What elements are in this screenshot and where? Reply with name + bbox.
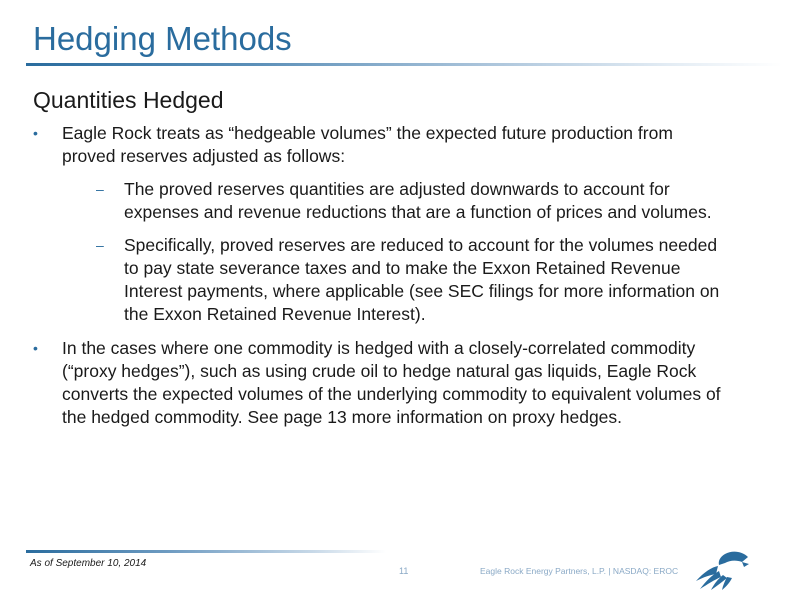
- dash-icon: –: [96, 237, 104, 253]
- dash-icon: –: [96, 181, 104, 197]
- footer-divider: [26, 550, 386, 553]
- eagle-logo-icon: [692, 547, 752, 591]
- bullet-item: [33, 337, 723, 429]
- bullet-icon: •: [33, 340, 38, 356]
- slide-body: [33, 122, 723, 439]
- title-divider: [26, 63, 782, 66]
- page-title: Hedging Methods: [33, 20, 292, 57]
- sub-bullet-item: [62, 234, 723, 326]
- bullet-item: [33, 122, 723, 326]
- as-of-date: As of September 10, 2014: [30, 558, 147, 569]
- bullet-text: Eagle Rock treats as “hedgeable volumes” the expected future production from proved reserves adjusted as follows:: [62, 123, 673, 166]
- company-name: Eagle Rock Energy Partners, L.P. | NASDAQ: EROC: [480, 566, 679, 576]
- sub-bullet-item: [62, 178, 723, 224]
- bullet-text: In the cases where one commodity is hedged with a closely-correlated commodity (“proxy hedges”), such as using crude oil to hedge natural gas liquids, Eagle Rock converts the expected volumes of the underlying commodity to equivalent volumes of the hedged commodity. See page 13 more information on proxy hedges.: [62, 338, 721, 427]
- sub-bullet-text: Specifically, proved reserves are reduced to account for the volumes needed to pay state severance taxes and to make the Exxon Retained Revenue Interest payments, where applicable (see SEC filings for more information on the Exxon Retained Revenue Interest).: [124, 235, 720, 324]
- bullet-icon: •: [33, 125, 38, 141]
- sub-bullet-text: The proved reserves quantities are adjusted downwards to account for expenses and revenue reductions that are a function of prices and volumes.: [124, 179, 712, 222]
- section-subtitle: Quantities Hedged: [33, 87, 224, 113]
- page-number: 11: [399, 566, 409, 576]
